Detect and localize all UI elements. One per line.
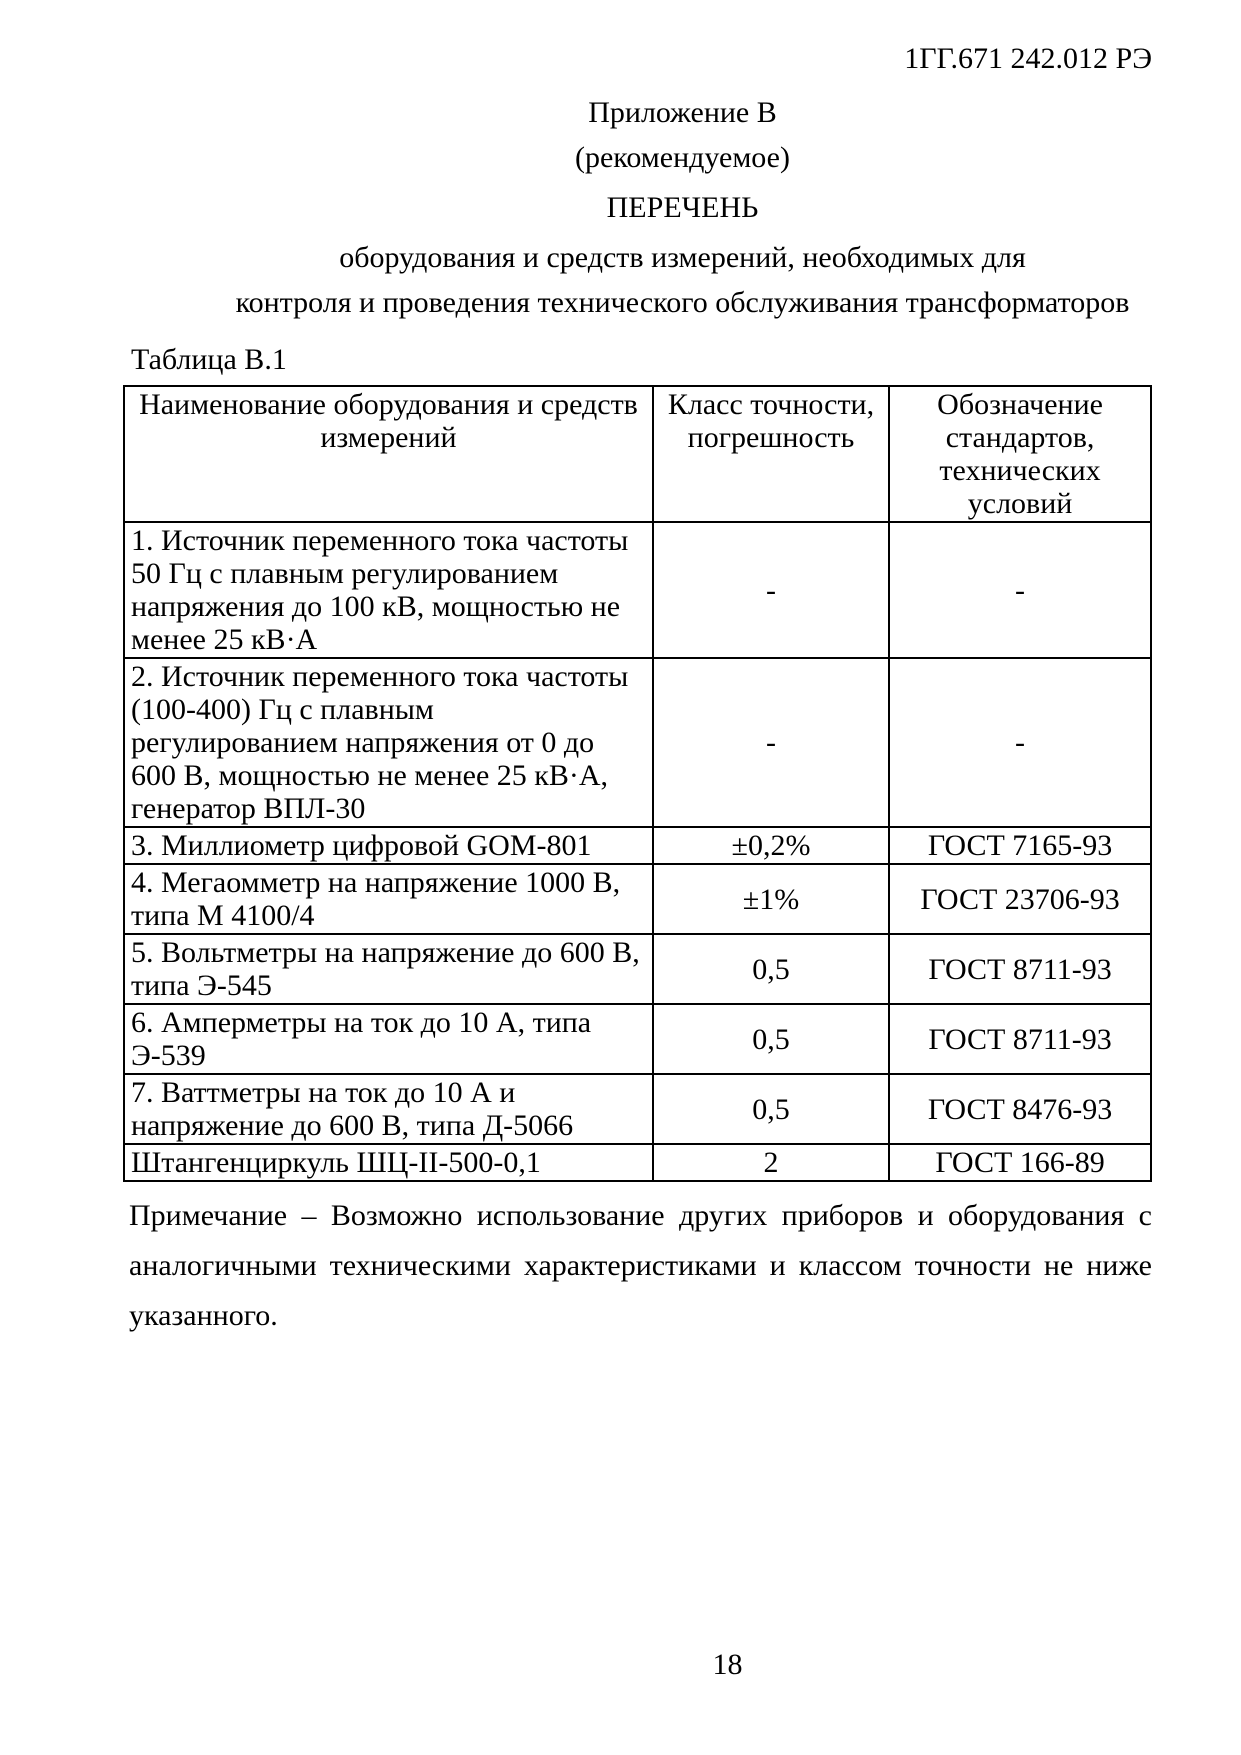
cell-accuracy: 0,5 — [653, 1074, 889, 1144]
cell-standard: ГОСТ 7165-93 — [889, 827, 1151, 864]
subtitle-line-2: контроля и проведения технического обслуживания трансформаторов — [235, 286, 1130, 319]
cell-equipment-name: 6. Амперметры на ток до 10 А, типа Э-539 — [124, 1004, 653, 1074]
document-code: 1ГГ.671 242.012 РЭ — [904, 42, 1152, 75]
cell-accuracy: ±1% — [653, 864, 889, 934]
cell-standard: - — [889, 658, 1151, 827]
cell-standard: ГОСТ 8476-93 — [889, 1074, 1151, 1144]
cell-equipment-name: 5. Вольтметры на напряжение до 600 В, типа Э-545 — [124, 934, 653, 1004]
cell-standard: - — [889, 522, 1151, 658]
column-header-name: Наименование оборудования и средств измерений — [124, 386, 653, 522]
cell-accuracy: 2 — [653, 1144, 889, 1181]
table-row — [124, 1074, 1151, 1144]
cell-standard: ГОСТ 166-89 — [889, 1144, 1151, 1181]
cell-equipment-name: 3. Миллиометр цифровой GOM-801 — [124, 827, 653, 864]
cell-equipment-name: 2. Источник переменного тока частоты (100-400) Гц с плавным регулированием напряжения от 0 до 600 В, мощностью не менее 25 кВ·А, генератор ВПЛ-30 — [124, 658, 653, 827]
table-row — [124, 1144, 1151, 1181]
cell-equipment-name: 4. Мегаомметр на напряжение 1000 В, типа М 4100/4 — [124, 864, 653, 934]
cell-standard: ГОСТ 8711-93 — [889, 1004, 1151, 1074]
column-header-accuracy: Класс точности, погрешность — [653, 386, 889, 522]
table-row — [124, 1004, 1151, 1074]
column-header-standard: Обозначение стандартов, технических условий — [889, 386, 1151, 522]
appendix-kind: (рекомендуемое) — [575, 141, 790, 174]
table-row — [124, 934, 1151, 1004]
appendix-title: Приложение В — [588, 96, 777, 129]
table-row — [124, 522, 1151, 658]
table-row — [124, 827, 1151, 864]
page-number: 18 — [712, 1648, 743, 1681]
cell-equipment-name: Штангенциркуль ШЦ-II-500-0,1 — [124, 1144, 653, 1181]
cell-accuracy: 0,5 — [653, 1004, 889, 1074]
list-heading: ПЕРЕЧЕНЬ — [606, 191, 759, 224]
table-row — [124, 658, 1151, 827]
cell-accuracy: - — [653, 522, 889, 658]
cell-standard: ГОСТ 8711-93 — [889, 934, 1151, 1004]
equipment-table — [123, 385, 1152, 1182]
subtitle-line-1: оборудования и средств измерений, необходимых для — [339, 241, 1026, 274]
cell-accuracy: ±0,2% — [653, 827, 889, 864]
cell-accuracy: 0,5 — [653, 934, 889, 1004]
table-caption: Таблица В.1 — [131, 343, 287, 376]
table-header-row — [124, 386, 1151, 522]
cell-accuracy: - — [653, 658, 889, 827]
note-paragraph: Примечание – Возможно использование других приборов и оборудования с аналогичными техническими характеристиками и классом точности не ниже указанного. — [129, 1199, 1152, 1332]
cell-equipment-name: 1. Источник переменного тока частоты 50 Гц с плавным регулированием напряжения до 100 кВ, мощностью не менее 25 кВ·А — [124, 522, 653, 658]
cell-standard: ГОСТ 23706-93 — [889, 864, 1151, 934]
table-row — [124, 864, 1151, 934]
cell-equipment-name: 7. Ваттметры на ток до 10 А и напряжение до 600 В, типа Д-5066 — [124, 1074, 653, 1144]
page-content — [123, 42, 1152, 1341]
